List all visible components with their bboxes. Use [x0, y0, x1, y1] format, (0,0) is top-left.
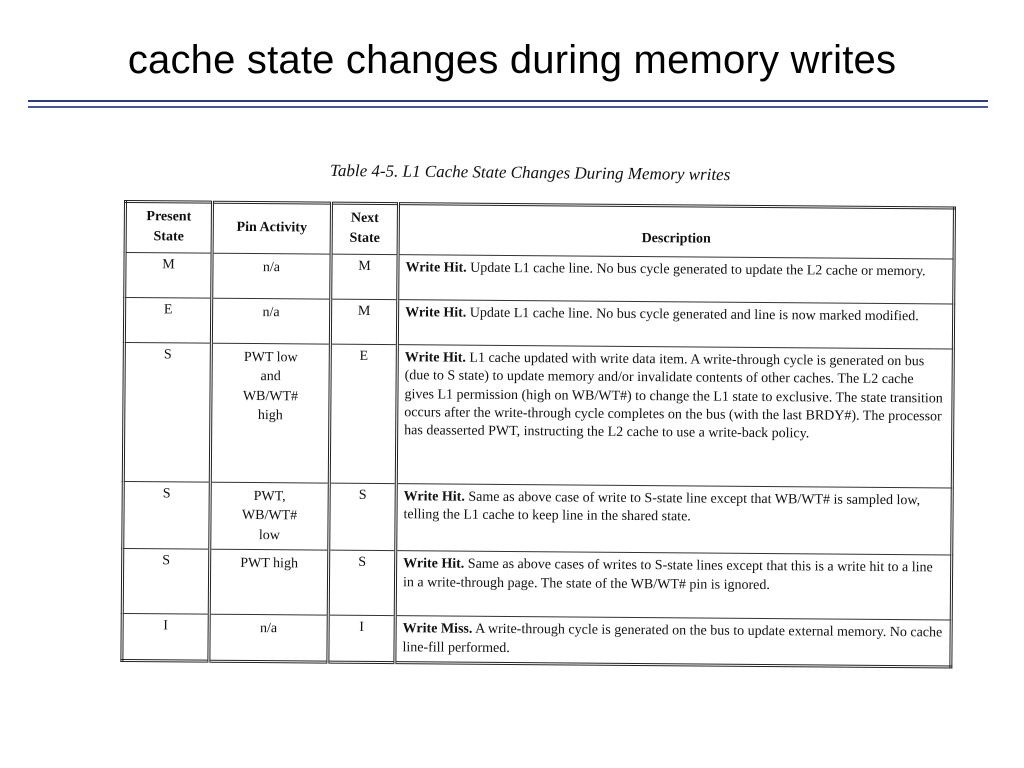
scanned-table-image — [120, 200, 956, 669]
next-state-cell: M — [331, 254, 398, 300]
description-cell — [396, 344, 953, 487]
pin-activity-cell — [209, 615, 328, 663]
header-present-state — [125, 202, 212, 253]
header-next-line1: Next — [350, 210, 379, 227]
description-lead: Write Hit. — [404, 349, 467, 366]
pin-activity-line: and — [260, 369, 281, 385]
title-rule-top — [28, 100, 988, 102]
next-state-cell: I — [328, 615, 395, 662]
table-row — [123, 481, 953, 555]
slide-title: cache state changes during memory writes — [127, 38, 897, 82]
pin-activity-cell — [210, 482, 330, 551]
description-text: Update L1 cache line. No bus cycle generated to update the L2 cache or memory. — [466, 260, 926, 279]
description-cell — [397, 299, 953, 348]
description-cell — [398, 254, 954, 303]
description-cell — [396, 483, 953, 555]
next-state-cell: S — [328, 550, 396, 616]
pin-activity-line: low — [258, 527, 280, 544]
pin-activity-cell — [212, 253, 331, 299]
title-rule-bottom — [28, 106, 988, 108]
table-row — [125, 252, 954, 304]
description-lead: Write Hit. — [403, 556, 465, 573]
table-header-row — [125, 202, 954, 259]
description-cell — [395, 616, 951, 667]
header-present-line1: Present — [146, 209, 192, 225]
description-lead: Write Hit. — [405, 304, 467, 321]
description-lead: Write Miss. — [402, 621, 473, 638]
header-next-state — [331, 203, 398, 254]
header-next-line2: State — [349, 231, 380, 247]
pin-activity-cell — [210, 343, 330, 483]
description-lead: Write Hit. — [403, 488, 465, 505]
pin-activity-line: WB/WT# — [242, 388, 299, 405]
header-description: Description — [398, 204, 954, 259]
present-state-cell: M — [125, 252, 212, 298]
description-cell — [395, 551, 951, 620]
table-row — [124, 297, 953, 349]
description-text: Same as above cases of writes to S-state lines except that this is a write hit to a line in a write-through page. The state of the WB/WT# pin is ignored. — [402, 557, 933, 593]
present-state-cell: S — [123, 342, 211, 482]
present-state-cell: S — [123, 481, 211, 549]
pin-activity-line: n/a — [262, 259, 281, 275]
description-text: Update L1 cache line. No bus cycle generated and line is now marked modified. — [466, 305, 919, 324]
description-text: A write-through cycle is generated on the bus to update external memory. No cache line-fill performed. — [402, 622, 943, 656]
pin-activity-line: high — [257, 408, 283, 424]
description-lead: Write Hit. — [405, 259, 467, 276]
pin-activity-line: PWT low — [243, 349, 298, 365]
pin-activity-line: n/a — [260, 621, 278, 637]
cache-state-table — [120, 200, 956, 669]
pin-activity-line: PWT high — [240, 556, 299, 572]
pin-activity-cell — [211, 298, 330, 344]
table-row — [122, 614, 951, 667]
pin-activity-line: PWT, — [253, 488, 286, 504]
pin-activity-line: n/a — [262, 304, 280, 320]
next-state-cell: E — [329, 344, 397, 484]
description-text: Same as above case of write to S-state line except that WB/WT# is sampled low, telling the L1 cache to keep line in the shared state. — [403, 489, 921, 525]
table-row — [123, 342, 953, 488]
present-state-cell: E — [124, 297, 211, 343]
description-text: L1 cache updated with write data item. A write-through cycle is generated on bus (due to S state) to update memory and/or invalidate contents of other caches. The L2 cache gives L1 permission (high on WB/WT#) to change the L1 state to exclusive. The state transition occurs after the write-through cycle completes on the bus (with the last BRDY#). The processor has deasserted PWT, instructing the L2 cache to use a write-back policy. — [404, 350, 943, 442]
table-row — [122, 549, 951, 621]
pin-activity-cell — [209, 550, 329, 616]
next-state-cell: S — [329, 483, 397, 551]
table-caption: Table 4-5. L1 Cache State Changes During Memory writes — [329, 160, 731, 185]
present-state-cell: S — [122, 549, 210, 615]
header-pin-activity: Pin Activity — [212, 202, 331, 254]
present-state-cell: I — [122, 614, 209, 662]
pin-activity-line: WB/WT# — [241, 508, 298, 524]
next-state-cell: M — [330, 299, 397, 345]
header-present-line2: State — [153, 229, 184, 245]
